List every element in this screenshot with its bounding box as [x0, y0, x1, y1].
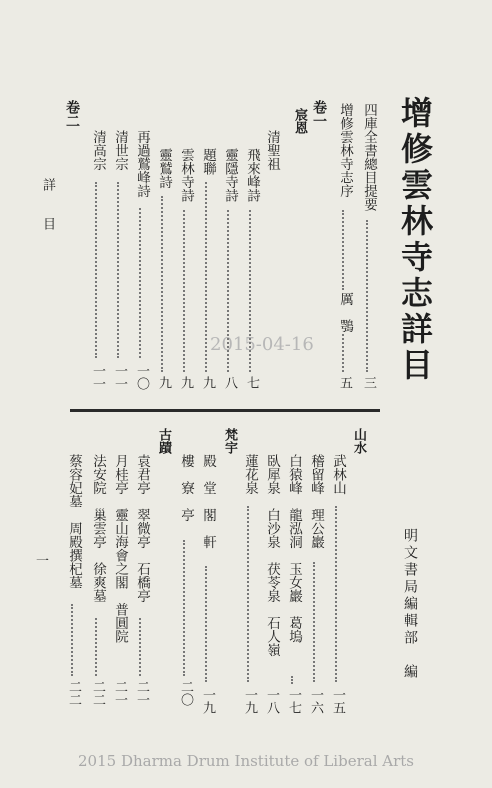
footer-watermark: 2015 Dharma Drum Institute of Liberal Arts — [78, 752, 414, 770]
toc-entry: 臥犀泉 白沙泉 茯苓泉 石人嶺 — [264, 454, 280, 657]
page-number: 二〇 — [178, 680, 193, 706]
category-heading: 梵宇 — [222, 428, 237, 454]
toc-entry: 清世宗 — [112, 130, 128, 171]
toc-entry: 殿 堂 閣 軒 — [200, 454, 216, 549]
page-number: 一一 — [90, 364, 105, 390]
toc-entry: 清高宗 — [90, 130, 106, 171]
toc-entry: 靈鷲詩 — [156, 148, 172, 189]
category-heading: 宸恩 — [292, 108, 307, 134]
leader-dots — [161, 196, 163, 372]
leader-dots — [247, 506, 249, 682]
page-number: 一八 — [264, 688, 279, 714]
leader-dots — [335, 506, 337, 682]
page-number: 二一 — [112, 680, 127, 706]
page-number: 九 — [200, 376, 215, 389]
toc-entry: 稽留峰 理公巖 — [308, 454, 324, 549]
toc-entry: 增修雲林寺志序 — [337, 103, 353, 198]
leader-dots — [342, 210, 344, 290]
toc-entry: 蓮花泉 — [242, 454, 258, 495]
leader-dots — [117, 182, 119, 358]
margin-label: 詳 目 — [40, 178, 55, 230]
leader-dots — [71, 604, 73, 676]
toc-entry: 題聯 — [200, 148, 216, 175]
category-heading: 山水 — [351, 428, 366, 454]
volume-heading: 卷二 — [64, 100, 80, 128]
leader-dots — [139, 208, 141, 358]
page-number: 一六 — [308, 688, 323, 714]
publisher: 明文書局編輯部 編 — [402, 528, 418, 681]
category-heading: 古蹟 — [156, 428, 171, 454]
page-number: 一七 — [286, 688, 301, 714]
leader-dots — [291, 676, 293, 684]
toc-entry: 袁君亭 翠微亭 石橋亭 — [134, 454, 150, 603]
toc-entry: 雲林寺詩 — [178, 148, 194, 202]
leader-dots — [342, 334, 344, 372]
toc-entry: 白猿峰 龍泓洞 玉女巖 葛塢 — [286, 454, 302, 643]
section-divider — [70, 409, 380, 412]
toc-entry: 月桂亭 靈山海會之閣 普圓院 — [112, 454, 128, 643]
leader-dots — [95, 182, 97, 358]
toc-entry: 飛來峰詩 — [244, 148, 260, 202]
leader-dots — [249, 210, 251, 372]
leader-dots — [183, 540, 185, 676]
toc-entry: 法安院 巢雲亭 徐爽墓 — [90, 454, 106, 603]
volume-heading: 卷一 — [311, 100, 327, 128]
page-number: 一〇 — [134, 364, 149, 390]
page-number: 九 — [156, 376, 171, 389]
page-number: 五 — [337, 376, 352, 389]
page-number: 七 — [244, 376, 259, 389]
page-number: 九 — [178, 376, 193, 389]
page-number: 一九 — [200, 688, 215, 714]
leader-dots — [205, 182, 207, 372]
toc-entry: 蔡容妃墓 周殿撰杞墓 — [66, 454, 82, 589]
margin-page-number: 一 — [36, 554, 50, 569]
toc-entry: 再過鷲峰詩 — [134, 130, 150, 198]
leader-dots — [95, 618, 97, 676]
page-number: 三 — [361, 376, 376, 389]
leader-dots — [183, 210, 185, 372]
page-number: 一九 — [242, 688, 257, 714]
leader-dots — [366, 220, 368, 372]
page-number: 一五 — [330, 688, 345, 714]
page-number: 二二 — [90, 680, 105, 706]
toc-entry: 靈隱寺詩 — [222, 148, 238, 202]
page-number: 二二 — [66, 680, 81, 706]
leader-dots — [139, 618, 141, 676]
page-number: 二一 — [134, 680, 149, 706]
toc-entry: 清聖祖 — [264, 130, 280, 171]
toc-entry: 樓 寮 亭 — [178, 454, 194, 522]
toc-entry: 四庫全書總目提要 — [361, 103, 377, 211]
page-title: 增修雲林寺志詳目 — [396, 96, 434, 384]
page-number: 八 — [222, 376, 237, 389]
toc-entry: 武林山 — [330, 454, 346, 495]
leader-dots — [227, 210, 229, 372]
toc-author: 厲 鶚 — [337, 292, 353, 333]
page-number: 一一 — [112, 364, 127, 390]
date-stamp: 2015-04-16 — [210, 334, 314, 355]
leader-dots — [205, 566, 207, 682]
leader-dots — [313, 562, 315, 682]
